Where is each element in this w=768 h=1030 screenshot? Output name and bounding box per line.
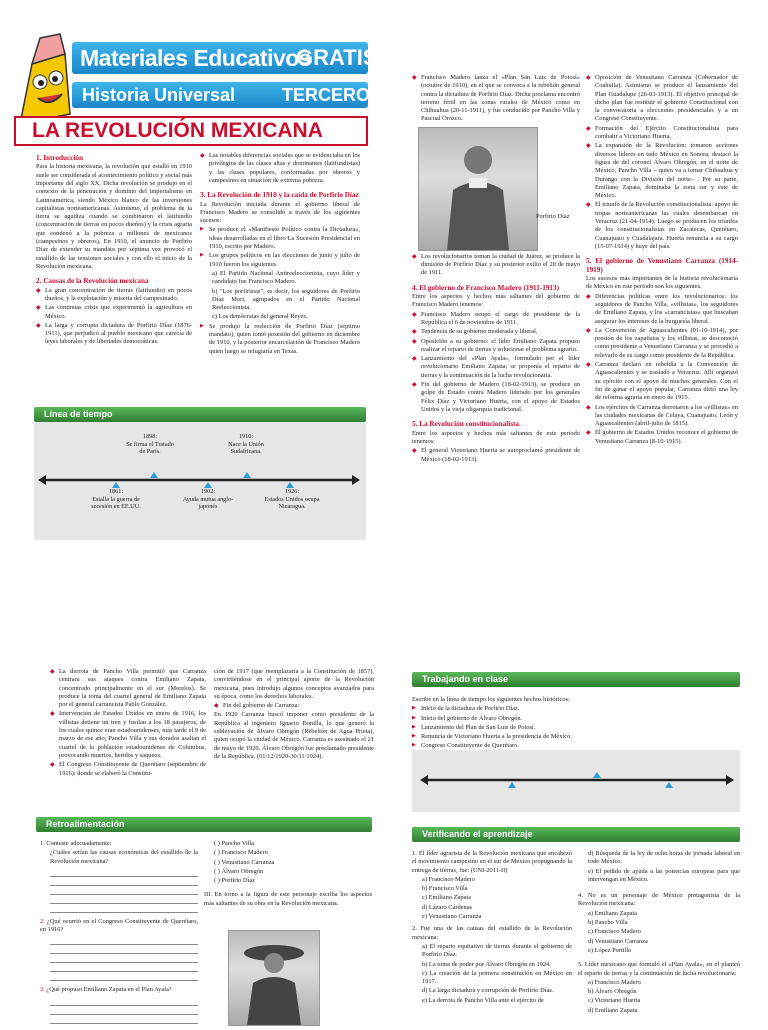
option-item[interactable]: c) La creación de la primera constitución en México en 1917.: [422, 969, 572, 986]
section-title: 5. El gobierno de Venustiano Carranza (1914-1919): [586, 257, 738, 274]
question-iii: III. En torno a la figura de este personaje escriba los aspectos más saltantes de su obra en la Revolución mexicana.: [204, 891, 372, 907]
option-item[interactable]: a) Francisco Madero: [588, 978, 641, 986]
p1-col1: [36, 152, 192, 348]
sub-item: a) El Partido Nacional Antireeleccionista, cuyo líder y candidato fue Francisco Madero.: [212, 269, 360, 286]
option-item[interactable]: d) Búsqueda de la ley de ocho horas de jornada laboral en todo México.: [588, 850, 740, 866]
option-item[interactable]: d) Lázaro Cárdenas: [422, 903, 473, 911]
list-item: ◆ El gobierno de Estados Unidos reconoce el gobierno de Venustiano Carranza (8-10-1915).: [586, 429, 738, 446]
work-timeline-axis: [420, 770, 734, 790]
option-item[interactable]: e) La derrota de Pancho Villa ante el ejército de: [422, 996, 544, 1004]
verif-right: [578, 850, 740, 1016]
list-item: ▶ Se produce el «Manifiesto Político contra la Dictadura», ideas desarrolladas en el libro La Sucesión Presidencial en 1910, escrito por Madero.: [200, 226, 360, 251]
retro-banner: Retroalimentación: [36, 817, 372, 832]
list-item: ▶ Congreso Constituyente de Querétaro.: [412, 742, 740, 750]
brand-name: Materiales Educativos: [80, 45, 312, 71]
list-item: ▶ Se produjo la reelección de Porfirio Díaz (séptimo mandato), quien tomó posesión del gobierno en diciembre de 1910, y la posterior encarcelación de Francisco Madero quien luego se refugiaría en Texas.: [200, 323, 360, 356]
timeline-marker: [593, 772, 601, 778]
sub-item: c) Los demócratas del general Reyes.: [212, 313, 308, 321]
option-item[interactable]: b) Francisco Villa: [422, 885, 468, 893]
option-item[interactable]: ( ) Porfirio Díaz: [214, 877, 255, 885]
option-item[interactable]: b) Álvaro Obregón: [588, 988, 637, 996]
body-text: En 1920 Carranza buscó imponer como presidente de la República al ingeniero Ignacio Bonilla, lo que generó la sublevación de Álvaro Obregón (Rebelión de Agua Prieta), quien ocupó la ciudad de México. Carranza es asesinado el 21 de mayo de 1920. Álvaro Obregón fue proclamado presidente de la República. (01/12/1920-30/11/1924).: [214, 711, 374, 760]
option-item[interactable]: ( ) Álvaro Obregón: [214, 867, 264, 875]
question: 4. No es un personaje de México protagonista de la Revolución mexicana:: [578, 892, 740, 908]
grade-label: TERCERO: [282, 85, 371, 105]
list-item: ◆ Francisco Madero lanza el «Plan San Luis de Potosí» (octubre de 1910), en el que se convoca a la rebelión general contra la dictadura de Porfirio Díaz. Dicha proclama encontró terreno fértil en las zonas rurales de México como en Chihuahua (20-11-1911), y fue conducido por Pancho Villa y Pascual Orozco.: [412, 74, 580, 124]
question: 1. El líder agrarista de la Revolución mexicana que encabezó el movimiento campesino en el sur de México propugnando la entrega de tierras, fue: (UNI-2011-II): [412, 850, 572, 874]
section-intro: Entre los aspectos y hechos más saltantes del gobierno de Francisco Madero tenemos:: [412, 293, 580, 309]
verif-banner: Verificando el aprendizaje: [412, 827, 740, 842]
free-badge: GRATIS: [296, 45, 378, 70]
option-item[interactable]: d) Emiliano Zapata: [588, 1006, 638, 1014]
list-item: ◆ La gran concentración de tierras (latifundio) en pocos dueños, y la explotación y miseria del campesinado.: [36, 287, 192, 304]
section-title: 1. Introducción: [36, 154, 83, 162]
p1-col4: [586, 74, 738, 447]
option-item[interactable]: a) Francisco Madero: [422, 875, 475, 883]
list-item: ▶ Inicio del gobierno de Álvaro Obregón.: [412, 715, 740, 723]
list-item: ◆ Carranza declaró en rebeldía a la Convención de Aguascalientes y se trasladó a Veracruz. Allí organizó su ejército con el apoyo de muchos generales. Con el fin de ganar el apoyo popular, Carranza dictó una ley de reforma agraria en enero de 1915.: [586, 361, 738, 402]
option-item[interactable]: d) Venustiano Carranza: [588, 937, 648, 945]
section-intro: Entre los aspectos y hechos más saltantes de este periodo tenemos:: [412, 429, 580, 445]
subject-label: Historia Universal: [82, 85, 236, 105]
portrait-icon: [229, 931, 319, 1025]
list-item: ◆ La derrota de Pancho Villa permitió que Carranza centrara sus ataques contra Emiliano Zapata, concentrado principalmente en el sur (Morelos). Se produce la toma del cuartel general de Emiliano Zapata por el general carrancista Pablo González.: [50, 668, 206, 709]
list-item: ▶ Renuncia de Victoriano Huerta a la presidencia de México.: [412, 733, 740, 741]
list-item: ◆ Los revolucionarios toman la ciudad de Juárez, se produce la dimisión de Porfirio Díaz y su posterior exilio el 20 de mayo de 1911.: [412, 253, 580, 278]
list-item: ◆ Oposición de Venustiano Carranza (Cobernador de Coahuila). Asimismo se produce el lanzamiento del Plan Guadalupe (26-03-1913). El objetivo principal de dicho plan fue restituir el gobierno Constitucional con la convocatoria a elecciones presidenciales y a un Congreso Constituyente.: [586, 74, 738, 124]
list-item: ◆ Fin del gobierno de Carranza:: [214, 702, 374, 710]
section-title: 5. La Revolución constitucionalista.: [412, 420, 521, 429]
list-item: ◆ Lanzamiento del «Plan Ayala», formulado por el líder revolucionario Emiliano Zapata; se proponía el reparto de tierras y la continuación de la lucha revolucionaria.: [412, 355, 580, 380]
option-item[interactable]: b) La toma de poder por Álvaro Obregón en 1924.: [422, 960, 551, 968]
option-item[interactable]: c) Emiliano Zapata: [422, 894, 471, 902]
retro-right: [204, 840, 372, 909]
list-item: ◆ Fin del gobierno de Madero (18-02-1913), se produce un golpe de Estado contra Madero liderado por los generales Félix Díaz y Victoriano Huerta, con el apoyo de Estados Unidos y la vieja oligarquía tradicional.: [412, 381, 580, 414]
list-item: ◆ Formación del Ejército Constitucionalista para combatir a Victoriano Huerta.: [586, 125, 738, 142]
list-item: ◆ La larga y corrupta dictadura de Porfirio Díaz (1876-1911), que perjudicó al pueblo mexicano que carecía de leyes laborales y de libertades democráticas.: [36, 322, 192, 347]
header: [10, 18, 378, 150]
list-item: ◆ Las notables diferencias sociales que se evidenciaba en los privilegios de las clases altas y dominantes (latifundistas) y las clases populares, conformadas por obreros y campesinos en situación de extrema pobreza.: [200, 152, 360, 185]
verif-left: [412, 850, 572, 1006]
sub-item: b) "Los porfiristas", es decir, los seguidores de Porfirio Díaz Mori, agrupados en el Partido Nacional Reeleccionista.: [212, 287, 360, 312]
p1-col3: [412, 74, 580, 465]
zapata-photo: [228, 930, 320, 1026]
timeline-label-bottom: 1926: Estados Unidos ocupa Nicaragua.: [264, 488, 320, 510]
intro-text: Para la historia mexicana, la revolución que estalló en 1910 suele ser considerada el acontecimiento político y social más importante del siglo XX. Dicha revolución se produjo en el contexto de la penetración y dominio del imperialismo en Latinoamérica, siendo México blanco de las inversiones capitalistas norteamericanas. Asimismo, el problema de la tierra se agudiza cuando se combinaron el latifundio (concentración de tierras en pocos dueños) y la crisis agraria que condenó a la pobreza a millones de mexicanos (campesinos y obreros). En 1910, el anuncio de Porfirio Díaz de extender su mandato por séptima vez provocó el estallido de las tensiones sociales y con ello el inicio de la Revolución mexicana.: [36, 163, 192, 270]
section-intro: La Revolución iniciada durante el gobierno liberal de Francisco Madero se consolidó a través de los siguientes sucesos:: [200, 200, 360, 225]
porfirio-diaz-photo: [418, 127, 538, 251]
p2-col2: [214, 668, 374, 762]
list-item: ▶ Los grupos políticos en las elecciones de junio y julio de 1910 fueron los siguientes.: [200, 252, 360, 269]
list-item: ◆ Diferencias políticas entre los revolucionarios: los seguidores de Pancho Villa, «villistas», los seguidores de Emiliano Zapata, y los «carrancistas» que buscaban asegurar los intereses de la burguesía liberal.: [586, 293, 738, 326]
list-item: ◆ El general Victoriano Huerta se autoproclamó presidente de México (18-02-1913).: [412, 447, 580, 464]
list-item: ◆ Intervención de Estados Unidos en enero de 1916, los villistas detiene un tren y fusilan a los 18 pasajeros, de los cuales quince eran estadounidenses, más tarde el 9 de marzo de ese año, Pancho Villa y sus dorados asaltan el cuartel de la población estadounidense de Columbus, provocando muertos, heridos y saqueos.: [50, 710, 206, 760]
timeline-marker: [665, 782, 673, 788]
photo-caption: Porfirio Díaz: [536, 212, 570, 220]
option-item[interactable]: b) Pancho Villa: [588, 919, 628, 927]
retro-left: 1. Conteste adecuadamente: ¿Cuáles serían las causas económicas del estallido de la Revolución mexicana? 2. ¿Qué ocurrió en el Congreso Constituyente de Querétaro, en 1916? 3. ¿Qué propuso Emiliano Zapata en el Plan Ayala?: [40, 840, 198, 1027]
option-item[interactable]: d) La larga dictadura y corrupción de Porfirio Díaz.: [422, 987, 554, 995]
list-item: ◆ Los ejércitos de Carranza derrotaron a los «villistas» en las ciudades mexicanas de Celaya, Cuanajuato, León y Aguascalientes (abril-julio de 1815).: [586, 404, 738, 429]
timeline-marker: [243, 472, 251, 478]
option-item[interactable]: e) Venustiano Carranza: [422, 913, 482, 921]
option-item[interactable]: a) El reparto equitativo de tierras durante el gobierno de Porfirio Díaz.: [422, 942, 572, 959]
timeline-label-top: 1910: Nace la Unión Sudafricana.: [228, 433, 264, 455]
work-section: [412, 696, 740, 752]
p2-col1: [50, 668, 206, 779]
option-item[interactable]: e) López Portillo: [588, 946, 632, 954]
timeline-label-bottom: 1861: Estalla la guerra de secesión en EE.UU.: [91, 488, 141, 510]
timeline-marker: [150, 472, 158, 478]
option-item[interactable]: e) El pedido de ayuda a las potencias europeas para que intervengan en México.: [588, 867, 740, 883]
answer-lines[interactable]: [50, 997, 198, 1027]
list-item: ◆ El triunfo de la Revolución constitucionalista: apoyo de tropas norteamericanas las cuales desembarcan en Veracruz (21-04-1914). Luego se producen los triunfos de los constitucionalistas en Zacatecas, Querétaro, Cuanajuato y Cuadalajara. Huerta renuncia a su cargo (15-07-1914) y huye del país.: [586, 201, 738, 251]
option-item[interactable]: ( ) Pancho Villa: [214, 840, 255, 847]
list-item: ◆ Tendencia de su gobierno moderada y liberal.: [412, 328, 580, 336]
p1-col2: [200, 152, 360, 357]
option-item[interactable]: ( ) Francisco Madero: [214, 849, 268, 857]
list-item: ▶ Inicio de la dictadura de Porfirio Díaz.: [412, 705, 740, 713]
list-item: ◆ Francisco Madero ocupó el cargo de presidente de la República el 6 de noviembre de 1911.: [412, 311, 580, 328]
timeline-axis: [38, 470, 360, 490]
answer-lines[interactable]: [50, 868, 198, 914]
section-intro: Los sucesos más importantes de la historia revolucionaria de México en este periodo son los siguientes.: [586, 275, 738, 291]
list-item: ◆ La Convención de Aguascalientes (01-10-1914), por presión de los zapatistas y los villistas, se desconoció como presidente a Venustiano Carranza y se procedió a relevarlo de su cargo como presidente de la República.: [586, 327, 738, 360]
page-title: LA REVOLUCIÓN MEXICANA: [32, 119, 323, 142]
list-item: ◆ La expansión de la Revolución: tomaron acciones diversos líderes en todo México en Sonora, destacó la figura de del coronel Álvaro Obregón, en el norte de México, Pancho Villa – quien va a tomar Chihuahua y Durango con la División del norte– . Por su parte, Emiliano Zapata, dominaba la zona sur y este de México.: [586, 142, 738, 200]
list-item: ◆ Oposición a su gobierno: el líder Emiliano Zapata propuso realizar el reparto de tierras y solucionar el problema agrario.: [412, 338, 580, 355]
section-title: 3. La Revolución de 1910 y la caída de Porfirio Díaz: [200, 191, 359, 200]
list-item: ▶ Lanzamiento del Plan de San Luis de Potosí.: [412, 724, 740, 732]
option-item[interactable]: c) Victoriano Huerta: [588, 997, 641, 1005]
body-text: ción de 1917 (que reemplazaría a la Constitución de 1857), convirtiéndose en el principal aporte de la Revolución mexicana, pues introdujo algunos conceptos avanzados para su época, como los derechos laborales.: [214, 668, 374, 700]
work-banner: Trabajando en clase: [412, 672, 740, 687]
section-title: 2. Causas de la Revolución mexicana: [36, 277, 149, 286]
question: 5. Líder mexicano que formuló el «Plan Ayala», en el planteó el reparto de tierras y la continuación de lucha revolucionaria:: [578, 961, 740, 977]
timeline-marker: [508, 782, 516, 788]
timeline-banner: Línea de tiempo: [34, 407, 366, 422]
work-intro: Escribe en la línea de tiempo los siguientes hechos históricos:: [412, 696, 570, 703]
timeline-label-bottom: 1902: Ayuda mutua anglo-japonés: [182, 488, 234, 510]
list-item: ◆ El Congreso Constituyente de Querétaro (septiembre de 1916): donde se elaboró la Constitu-: [50, 761, 206, 778]
list-item: ◆ Las continuas crisis que experimentó la agricultura en México.: [36, 304, 192, 321]
option-item[interactable]: ( ) Venustiano Carranza: [214, 858, 275, 866]
section-title: 4. El gobierno de Francisco Madero (1911-1913): [412, 283, 559, 292]
option-item[interactable]: c) Francisco Madero: [588, 928, 641, 936]
option-item[interactable]: a) Emiliano Zapata: [588, 909, 637, 917]
question: 2. Fue una de las causas del estallido de la Revolución mexicana:: [412, 925, 572, 941]
portrait-icon: [419, 128, 537, 250]
answer-lines[interactable]: [50, 936, 198, 982]
timeline-label-top: 1898: Se firma el Tratado de París.: [126, 433, 174, 455]
